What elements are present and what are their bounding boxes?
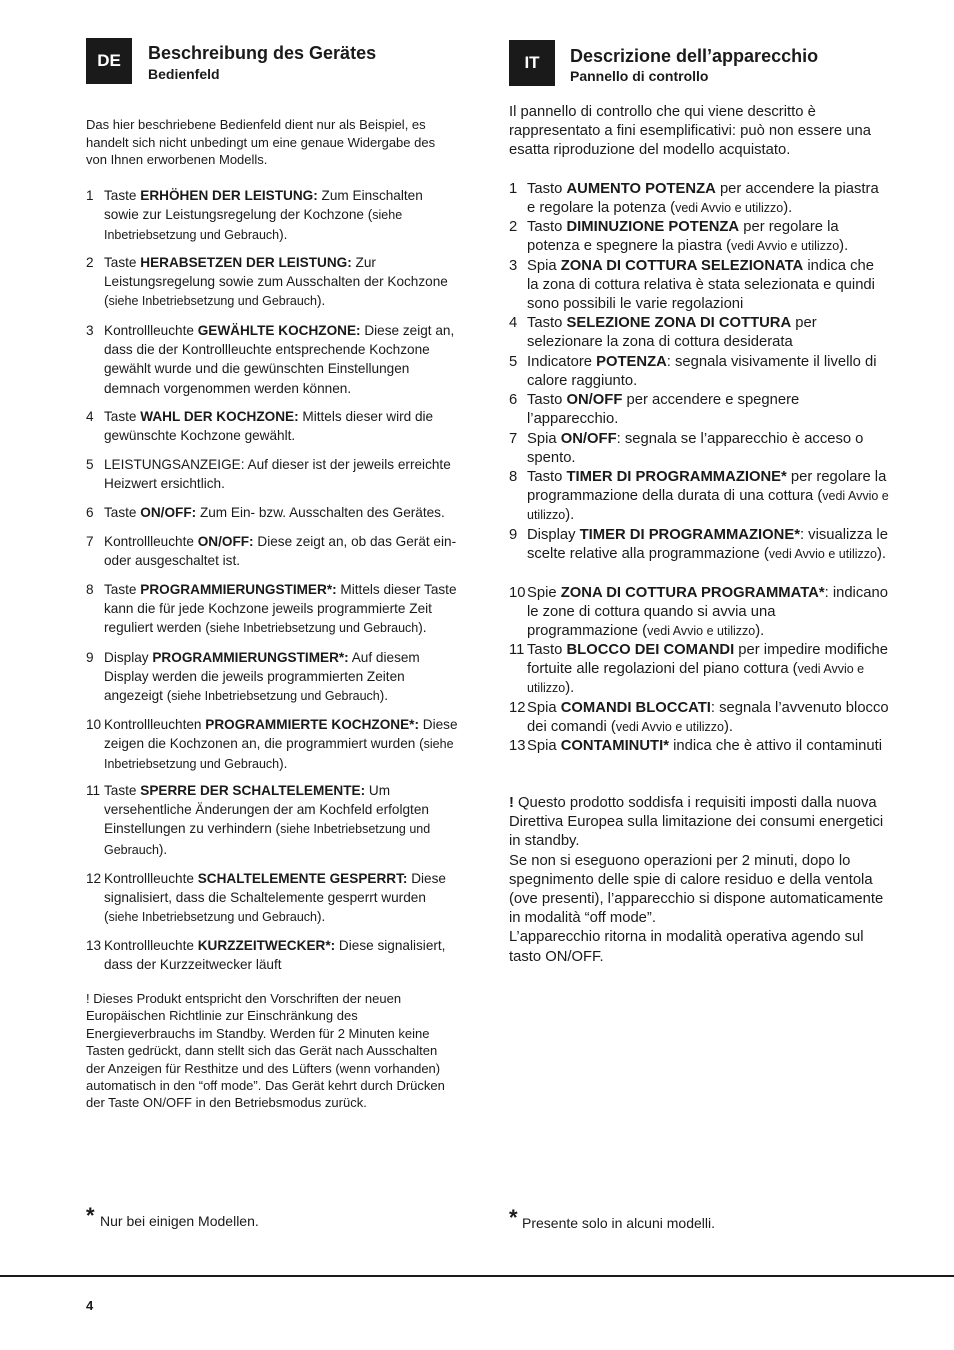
item-ref: siehe Inbetriebsetzung und Gebrauch: [104, 822, 431, 857]
item-ref: siehe Inbetriebsetzung und Gebrauch: [108, 294, 318, 309]
item-bold: PROGRAMMIERTE KOCHZONE*:: [205, 717, 419, 732]
section-subtitle-it: Pannello di controllo: [570, 68, 709, 84]
item-number: 5: [86, 457, 94, 472]
item-post: Auf diesem Display werden die jeweils programmierten Zeiten angezeigt (: [104, 650, 420, 704]
item-pre: Display: [104, 650, 153, 665]
item-text: [527, 584, 889, 642]
footer-rule: [0, 1275, 954, 1277]
item-end: ).: [279, 756, 288, 772]
section-title-it: Descrizione dell’apparecchio: [570, 46, 819, 66]
item-text: [104, 532, 461, 571]
item-post: Zum Ein- bzw. Ausschalten des Gerätes.: [196, 505, 445, 520]
item-number: 1: [86, 188, 94, 203]
de-list-item: [86, 321, 461, 399]
item-bold: ON/OFF:: [140, 505, 197, 520]
de-list-item: [86, 715, 461, 775]
item-post: per impedire modifiche fortuite alle regolazioni del piano cottura (: [527, 642, 888, 678]
de-list-item: [86, 781, 461, 860]
item-end: ).: [783, 200, 793, 217]
item-number: 3: [509, 258, 518, 274]
item-pre: Taste: [104, 505, 141, 520]
item-bold: HERABSETZEN DER LEISTUNG:: [140, 255, 352, 270]
it-list-item: [509, 737, 889, 756]
item-pre: Taste: [104, 783, 141, 798]
it-list-item: [509, 180, 889, 218]
item-number: 12: [86, 871, 102, 886]
item-ref: siehe Inbetriebsetzung und Gebrauch: [171, 689, 380, 704]
item-bold: COMANDI BLOCCATI: [560, 700, 711, 716]
item-pre: Spia: [527, 738, 561, 754]
item-number: 12: [509, 700, 526, 716]
item-post: per accendere la piastra e regolare la potenza (: [527, 181, 879, 217]
language-badge-de: DE: [86, 38, 132, 84]
item-ref: vedi Avvio e utilizzo: [527, 489, 889, 523]
de-standby-note: ! Dieses Produkt entspricht den Vorschriften der neuen Europäischen Richtlinie zur Einschränkung des Energieverbrauchs im Standby. Werden für 2 Minuten keine Tasten gedrückt, dann stellt sich das Gerät nach Ausschalten der Anzeigen für Resthitze und des Lüfters (wenn vorhanden) automatisch in den “off mode”. Das Gerät kehrt durch Drücken der Taste ON/OFF in den Betriebsmodus zurück.: [86, 991, 445, 1111]
item-bold: BLOCCO DEI COMANDI: [566, 642, 735, 658]
item-post: Diese zeigt an, dass die der Kontrollleuchte entsprechende Kochzone gewählt wurde und die gewünschten Einstellungen demnach vorgenommen werden können.: [104, 323, 455, 396]
item-pre: Spie: [527, 585, 561, 601]
item-pre: Spia: [527, 700, 561, 716]
it-list-item: [509, 699, 889, 737]
item-bold: ZONA DI COTTURA PROGRAMMATA*: [560, 585, 825, 601]
item-bold: ON/OFF: [560, 431, 617, 447]
de-list-item: [86, 869, 461, 928]
item-ref: vedi Avvio e utilizzo: [615, 720, 724, 735]
item-number: 11: [509, 642, 525, 658]
de-list-item: [86, 580, 461, 639]
item-pre: Tasto: [527, 315, 567, 331]
item-text: [104, 936, 461, 975]
de-list-item: [86, 936, 461, 975]
item-bold: PROGRAMMIERUNGSTIMER*:: [152, 650, 349, 665]
it-list-item: [509, 218, 889, 256]
item-bold: AUMENTO POTENZA: [566, 181, 716, 197]
item-text: [104, 648, 461, 707]
item-end: ).: [279, 227, 288, 243]
it-note-first: Questo prodotto soddisfa i requisiti imposti dalla nuova Direttiva Europea sulla limitazione dei consumi energetici in standby.: [509, 795, 884, 850]
item-ref: siehe Inbetriebsetzung und Gebrauch: [209, 621, 419, 636]
item-number: 9: [509, 527, 518, 543]
item-text: [104, 321, 461, 399]
item-number: 13: [86, 938, 102, 953]
item-text: [527, 468, 889, 526]
item-text: [527, 641, 889, 699]
footnote-it: Presente solo in alcuni modelli.: [522, 1215, 715, 1231]
item-ref: vedi Avvio e utilizzo: [527, 662, 865, 696]
item-text: [104, 503, 461, 523]
item-text: [527, 218, 889, 256]
item-pre: Tasto: [527, 469, 567, 485]
item-bold: SCHALTELEMENTE GESPERRT:: [197, 871, 408, 886]
item-number: 8: [86, 582, 94, 597]
item-pre: Taste: [104, 409, 141, 424]
item-bold: TIMER DI PROGRAMMAZIONE*: [579, 527, 800, 543]
item-bold: ERHÖHEN DER LEISTUNG:: [140, 188, 318, 203]
item-pre: Kontrollleuchte: [104, 938, 198, 953]
item-pre: Kontrollleuchte: [104, 323, 198, 338]
item-pre: Kontrollleuchte: [104, 871, 198, 886]
footnote-star-de: *: [86, 1203, 95, 1228]
item-post: Diese signalisiert, dass die Schaltelemente gesperrt wurden (: [104, 871, 446, 925]
section-subtitle-de: Bedienfeld: [148, 66, 220, 82]
it-list-item: [509, 468, 889, 526]
item-text: [527, 353, 889, 391]
item-number: 6: [86, 505, 94, 520]
item-number: 2: [509, 219, 518, 235]
it-list-item: [509, 641, 889, 699]
item-bold: CONTAMINUTI*: [560, 738, 669, 754]
item-text: [104, 253, 461, 312]
it-list-item: [509, 353, 889, 391]
item-post: Zum Einschalten sowie zur Leistungsregelung der Kochzone (: [104, 188, 423, 223]
item-bold: SELEZIONE ZONA DI COTTURA: [566, 315, 792, 331]
item-text: [104, 455, 461, 494]
it-list-item: [509, 584, 889, 642]
item-end: ).: [418, 620, 427, 636]
item-text: [104, 715, 461, 775]
de-list-item: [86, 186, 461, 246]
item-end: ).: [565, 507, 575, 524]
item-ref: siehe Inbetriebsetzung und Gebrauch: [104, 208, 403, 243]
item-text: [527, 526, 889, 564]
item-post: Diese signalisiert, dass der Kurzzeitwecker läuft: [104, 938, 446, 973]
item-post: Mittels dieser Taste kann die für jede Kochzone jeweils programmierte Zeit reguliert werden (: [104, 582, 457, 636]
it-note-second: Se non si eseguono operazioni per 2 minuti, dopo lo spegnimento delle spie di calore residuo e della ventola (ove presenti), l’apparecchio si dispone automaticamente in modalità “off mode”.: [509, 852, 884, 927]
item-number: 4: [509, 315, 518, 331]
it-note-third: L’apparecchio ritorna in modalità operativa agendo sul tasto ON/OFF.: [509, 929, 864, 965]
item-number: 7: [86, 534, 94, 549]
it-list-item: [509, 314, 889, 352]
item-number: 9: [86, 650, 94, 665]
item-number: 10: [86, 717, 102, 732]
item-pre: Spia: [527, 258, 561, 274]
de-list-item: [86, 407, 461, 446]
item-post: per accendere e spegnere l’apparecchio.: [527, 392, 800, 428]
section-title-de: Beschreibung des Gerätes: [148, 43, 377, 63]
it-list-item: [509, 391, 889, 429]
item-end: ).: [755, 623, 765, 640]
item-pre: Tasto: [527, 392, 567, 408]
item-text: [104, 186, 461, 246]
item-text: [104, 407, 461, 446]
item-post: : segnala visivamente il livello di calore raggiunto.: [527, 354, 877, 390]
item-bold: ON/OFF: [566, 392, 623, 408]
de-intro: Das hier beschriebene Bedienfeld dient nur als Beispiel, es handelt sich nicht unbedingt um eine genaue Widergabe des von Ihnen erworbenen Modells.: [86, 117, 436, 167]
item-bold: KURZZEITWECKER*:: [197, 938, 336, 953]
it-intro: Il pannello di controllo che qui viene descritto è rappresentato a fini esemplificativi: può non essere una esatta riproduzione del modello acquistato.: [509, 104, 871, 159]
item-number: 1: [509, 181, 518, 197]
it-list-item: [509, 430, 889, 468]
item-post: Diese zeigt an, ob das Gerät ein- oder ausgeschaltet ist.: [104, 534, 457, 569]
item-bold: GEWÄHLTE KOCHZONE:: [197, 323, 361, 338]
item-pre: LEISTUNGSANZEIGE: Auf dieser ist der jeweils erreichte Heizwert ersichtlich.: [104, 457, 451, 492]
item-pre: Taste: [104, 255, 141, 270]
item-ref: vedi Avvio e utilizzo: [647, 624, 756, 639]
item-ref: vedi Avvio e utilizzo: [675, 201, 784, 216]
de-list-item: [86, 455, 461, 494]
item-end: ).: [317, 909, 326, 925]
page-number: 4: [86, 1298, 94, 1313]
item-post: Zur Leistungsregelung sowie zum Ausschalten der Kochzone (: [104, 255, 448, 309]
item-text: [104, 781, 461, 860]
item-bold: ZONA DI COTTURA SELEZIONATA: [560, 258, 804, 274]
item-end: ).: [876, 546, 887, 563]
item-ref: siehe Inbetriebsetzung und Gebrauch: [104, 737, 454, 772]
item-bold: DIMINUZIONE POTENZA: [566, 219, 740, 235]
item-text: [527, 699, 889, 737]
item-number: 2: [86, 255, 94, 270]
item-pre: Kontrollleuchten: [104, 717, 206, 732]
item-pre: Spia: [527, 431, 561, 447]
item-pre: Kontrollleuchte: [104, 534, 198, 549]
item-post: indica che è attivo il contaminuti: [668, 738, 882, 754]
item-post: Um versehentliche Änderungen der am Kochfeld erfolgten Einstellungen zu verhindern (: [104, 783, 429, 837]
item-text: [104, 869, 461, 928]
item-number: 11: [86, 783, 101, 798]
item-end: ).: [724, 719, 734, 736]
it-list-item: [509, 257, 889, 315]
item-text: [527, 430, 889, 468]
footnote-star-it: *: [509, 1205, 518, 1230]
item-number: 10: [509, 585, 526, 601]
item-ref: vedi Avvio e utilizzo: [768, 547, 877, 562]
item-pre: Tasto: [527, 181, 567, 197]
item-pre: Tasto: [527, 642, 567, 658]
it-standby-note: [509, 794, 894, 967]
item-post: indica che la zona di cottura relativa è stata selezionata e quindi sono possibili le varie regolazioni: [527, 258, 875, 313]
item-bold: WAHL DER KOCHZONE:: [140, 409, 299, 424]
item-ref: siehe Inbetriebsetzung und Gebrauch: [108, 910, 318, 925]
item-pre: Tasto: [527, 219, 567, 235]
item-post: : indicano le zone di cottura quando si avvia una programmazione (: [527, 585, 888, 640]
item-post: per selezionare la zona di cottura desiderata: [527, 315, 817, 351]
item-number: 5: [509, 354, 518, 370]
it-list-item: [509, 526, 889, 564]
item-pre: Taste: [104, 582, 141, 597]
item-number: 3: [86, 323, 94, 338]
de-list-item: [86, 648, 461, 707]
item-end: ).: [379, 688, 389, 704]
item-post: per regolare la potenza e spegnere la piastra (: [527, 219, 839, 255]
item-text: [527, 314, 889, 352]
item-pre: Indicatore: [527, 354, 597, 370]
item-text: [527, 391, 889, 429]
item-number: 8: [509, 469, 518, 485]
item-text: [527, 180, 889, 218]
de-list-item: [86, 253, 461, 312]
item-bold: SPERRE DER SCHALTELEMENTE:: [140, 783, 366, 798]
item-bold: POTENZA: [596, 354, 667, 370]
item-text: [527, 257, 889, 315]
warning-mark-icon: !: [509, 795, 514, 811]
item-text: [104, 580, 461, 639]
item-number: 7: [509, 431, 518, 447]
item-post: Diese zeigen die Kochzonen an, die programmiert wurden (: [104, 717, 458, 752]
item-post: : segnala se l’apparecchio è acceso o spento.: [527, 431, 864, 467]
item-ref: vedi Avvio e utilizzo: [731, 239, 840, 254]
item-post: Mittels dieser wird die gewünschte Kochzone gewählt.: [104, 409, 434, 444]
item-end: ).: [839, 238, 849, 255]
item-number: 13: [509, 738, 526, 754]
item-post: : segnala l’avvenuto blocco dei comandi (: [527, 700, 889, 736]
item-bold: ON/OFF:: [197, 534, 254, 549]
language-badge-it: IT: [509, 40, 555, 86]
item-number: 4: [86, 409, 94, 424]
item-post: per regolare la programmazione della durata di una cottura (: [527, 469, 887, 505]
de-list-item: [86, 503, 461, 523]
item-pre: Display: [527, 527, 580, 543]
item-end: ).: [565, 680, 575, 697]
item-text: [527, 737, 889, 756]
item-post: : visualizza le scelte relative alla programmazione (: [527, 527, 888, 563]
item-number: 6: [509, 392, 518, 408]
item-bold: TIMER DI PROGRAMMAZIONE*: [566, 469, 787, 485]
item-pre: Taste: [104, 188, 141, 203]
footnote-de: Nur bei einigen Modellen.: [100, 1213, 259, 1229]
item-bold: PROGRAMMIERUNGSTIMER*:: [140, 582, 337, 597]
item-end: ).: [158, 841, 168, 857]
item-end: ).: [317, 293, 326, 309]
de-list-item: [86, 532, 461, 571]
